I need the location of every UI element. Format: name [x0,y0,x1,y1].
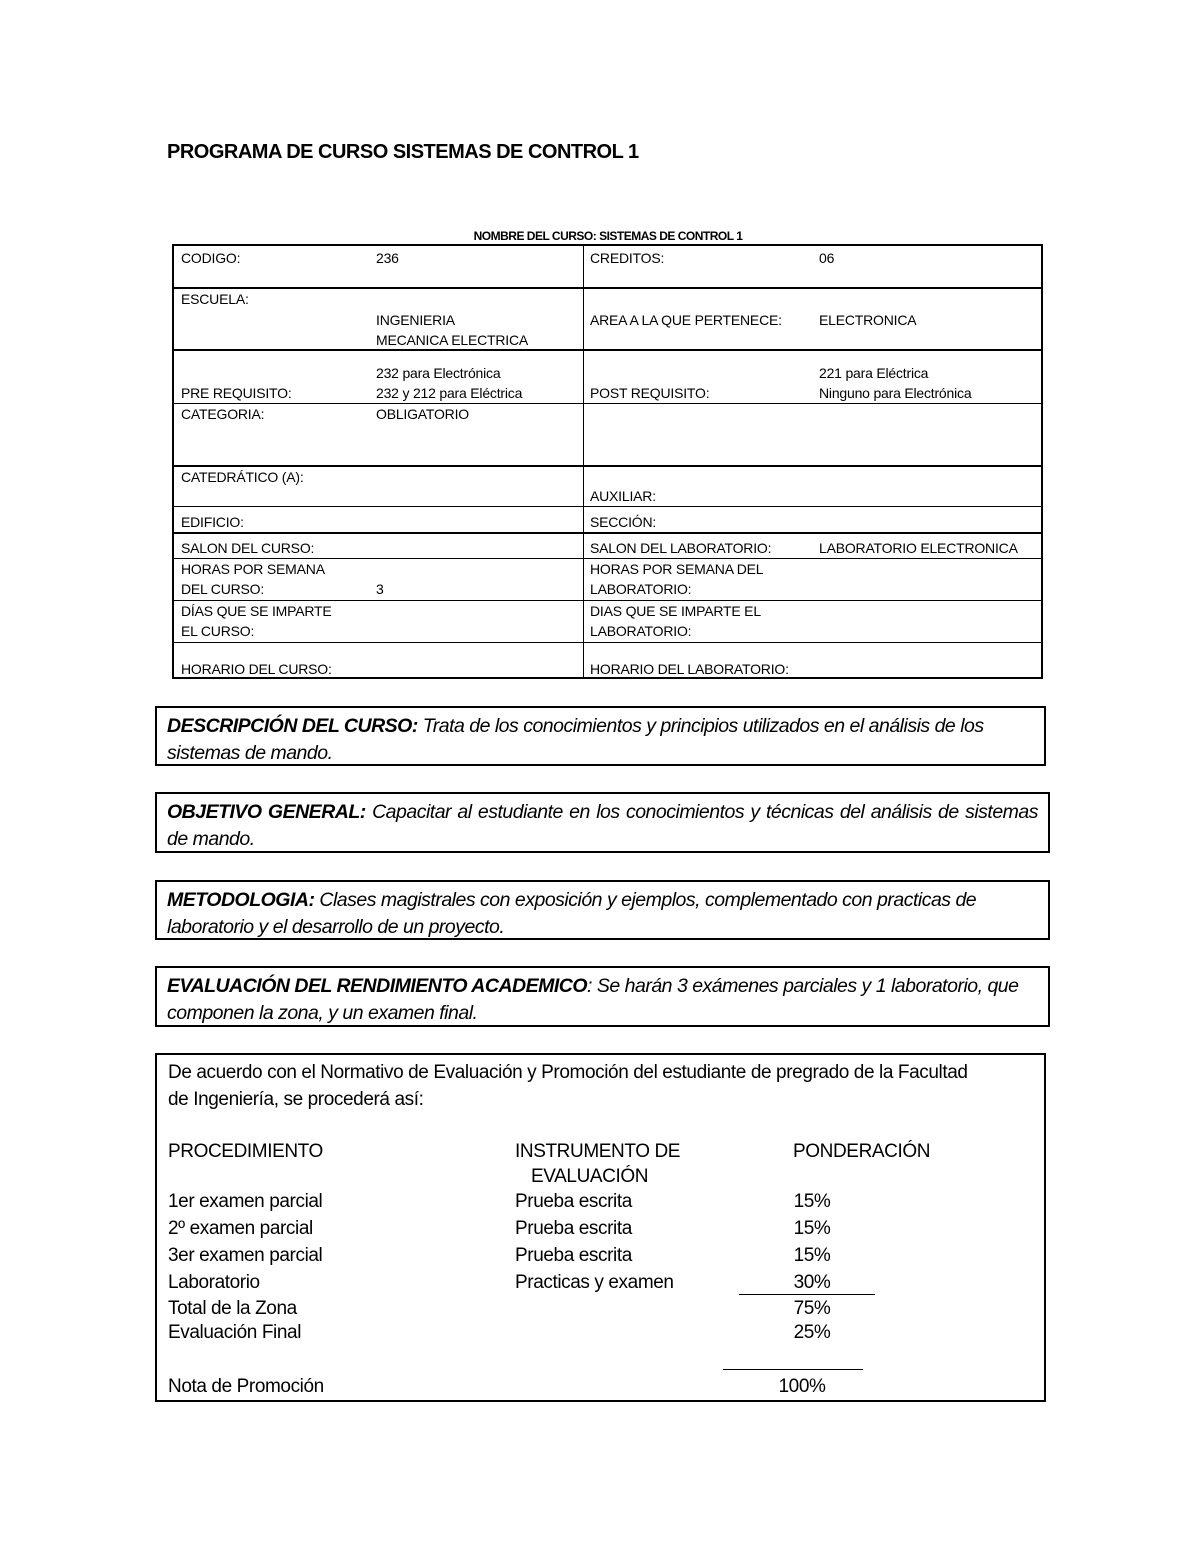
row-divider [174,403,1041,404]
promocion-label: Nota de Promoción [168,1376,324,1397]
col-instrumento-2: EVALUACIÓN [531,1166,649,1187]
horas-curso-label-2: DEL CURSO: [181,581,265,597]
catedratico-label: CATEDRÁTICO (A): [181,469,304,485]
evaluacion-heading: EVALUACIÓN DEL RENDIMIENTO ACADEMICO [167,975,588,997]
col-ponderacion: PONDERACIÓN [793,1141,931,1162]
categoria-value: OBLIGATORIO [376,406,469,422]
objetivo-heading: OBJETIVO GENERAL: [167,801,366,823]
horas-lab-label-1: HORAS POR SEMANA DEL [590,561,764,577]
creditos-label: CREDITOS: [590,250,665,266]
row-4-ponderacion: 30% [793,1272,831,1293]
row-divider [174,506,1041,507]
row-divider [174,532,1041,534]
salon-lab-label: SALON DEL LABORATORIO: [590,540,772,556]
prereq-label: PRE REQUISITO: [181,385,292,401]
descripcion-heading: DESCRIPCIÓN DEL CURSO: [167,715,418,737]
final-value: 25% [793,1322,831,1343]
escuela-value-2: MECANICA ELECTRICA [376,332,528,348]
salon-curso-label: SALON DEL CURSO: [181,540,315,556]
codigo-value: 236 [376,250,399,266]
table-caption: NOMBRE DEL CURSO: SISTEMAS DE CONTROL 1 [473,229,743,243]
total-zona-label: Total de la Zona [168,1298,297,1319]
dias-lab-label-1: DIAS QUE SE IMPARTE EL [590,603,761,619]
evaluacion-box [155,966,1050,1027]
horario-curso-label: HORARIO DEL CURSO: [181,661,332,677]
row-1-instrumento: Prueba escrita [515,1191,632,1212]
row-1-procedimiento: 1er examen parcial [168,1191,323,1212]
categoria-label: CATEGORIA: [181,406,265,422]
row-divider [174,349,1041,351]
subtotal-underline [739,1294,875,1295]
total-zona-value: 75% [793,1298,831,1319]
row-3-ponderacion: 15% [793,1245,831,1266]
row-4-procedimiento: Laboratorio [168,1272,260,1293]
descripcion-box [155,706,1046,766]
row-3-procedimiento: 3er examen parcial [168,1245,323,1266]
normativo-box [155,1053,1046,1402]
area-label: AREA A LA QUE PERTENECE: [590,312,782,328]
row-divider [174,642,1041,643]
dias-lab-label-2: LABORATORIO: [590,623,692,639]
objetivo-box [155,792,1050,853]
row-4-instrumento: Practicas y examen [515,1272,674,1293]
col-instrumento-1: INSTRUMENTO DE [515,1141,681,1162]
postreq-value-2: Ninguno para Electrónica [819,385,972,401]
normativo-intro-2: de Ingeniería, se procederá así: [168,1089,424,1110]
horario-lab-label: HORARIO DEL LABORATORIO: [590,661,789,677]
evaluacion-text: : Se harán 3 exámenes parciales y 1 laboratorio, que componen la zona, y un examen final. [167,975,1019,1024]
metodologia-heading: METODOLOGIA: [167,889,315,911]
row-divider [174,287,1041,289]
escuela-label: ESCUELA: [181,291,249,307]
auxiliar-label: AUXILIAR: [590,488,656,504]
metodologia-box [155,880,1050,940]
postreq-label: POST REQUISITO: [590,385,710,401]
horas-curso-label-1: HORAS POR SEMANA [181,561,325,577]
row-2-ponderacion: 15% [793,1218,831,1239]
horas-lab-label-2: LABORATORIO: [590,581,692,597]
descripcion-text: Trata de los conocimientos y principios utilizados en el análisis de los sistemas de mando. [167,715,984,764]
metodologia-text: Clases magistrales con exposición y ejemplos, complementado con practicas de laboratorio y el desarrollo de un proyecto. [167,889,977,938]
col-procedimiento: PROCEDIMIENTO [168,1141,323,1162]
area-value: ELECTRONICA [819,312,917,328]
prereq-value-1: 232 para Electrónica [376,365,501,381]
horas-curso-value: 3 [376,581,384,597]
row-3-instrumento: Prueba escrita [515,1245,632,1266]
dias-curso-label-2: EL CURSO: [181,623,255,639]
total-underline [723,1369,863,1370]
row-1-ponderacion: 15% [793,1191,831,1212]
final-label: Evaluación Final [168,1322,302,1343]
creditos-value: 06 [819,250,835,266]
objetivo-text: Capacitar al estudiante en los conocimientos y técnicas del análisis de sistemas de mando. [167,801,1038,850]
seccion-label: SECCIÓN: [590,514,657,530]
escuela-value-1: INGENIERIA [376,312,455,328]
normativo-intro-1: De acuerdo con el Normativo de Evaluación y Promoción del estudiante de pregrado de la Facultad [168,1062,968,1083]
dias-curso-label-1: DÍAS QUE SE IMPARTE [181,603,332,619]
codigo-label: CODIGO: [181,250,241,266]
salon-lab-value: LABORATORIO ELECTRONICA [819,540,1018,556]
page-title: PROGRAMA DE CURSO SISTEMAS DE CONTROL 1 [167,141,639,163]
prereq-value-2: 232 y 212 para Eléctrica [376,385,523,401]
column-divider [583,246,584,677]
promocion-value: 100% [778,1376,826,1397]
course-info-table [172,244,1043,679]
row-2-procedimiento: 2º examen parcial [168,1218,313,1239]
postreq-value-1: 221 para Eléctrica [819,365,929,381]
edificio-label: EDIFICIO: [181,514,244,530]
row-divider [174,465,1041,467]
row-2-instrumento: Prueba escrita [515,1218,632,1239]
